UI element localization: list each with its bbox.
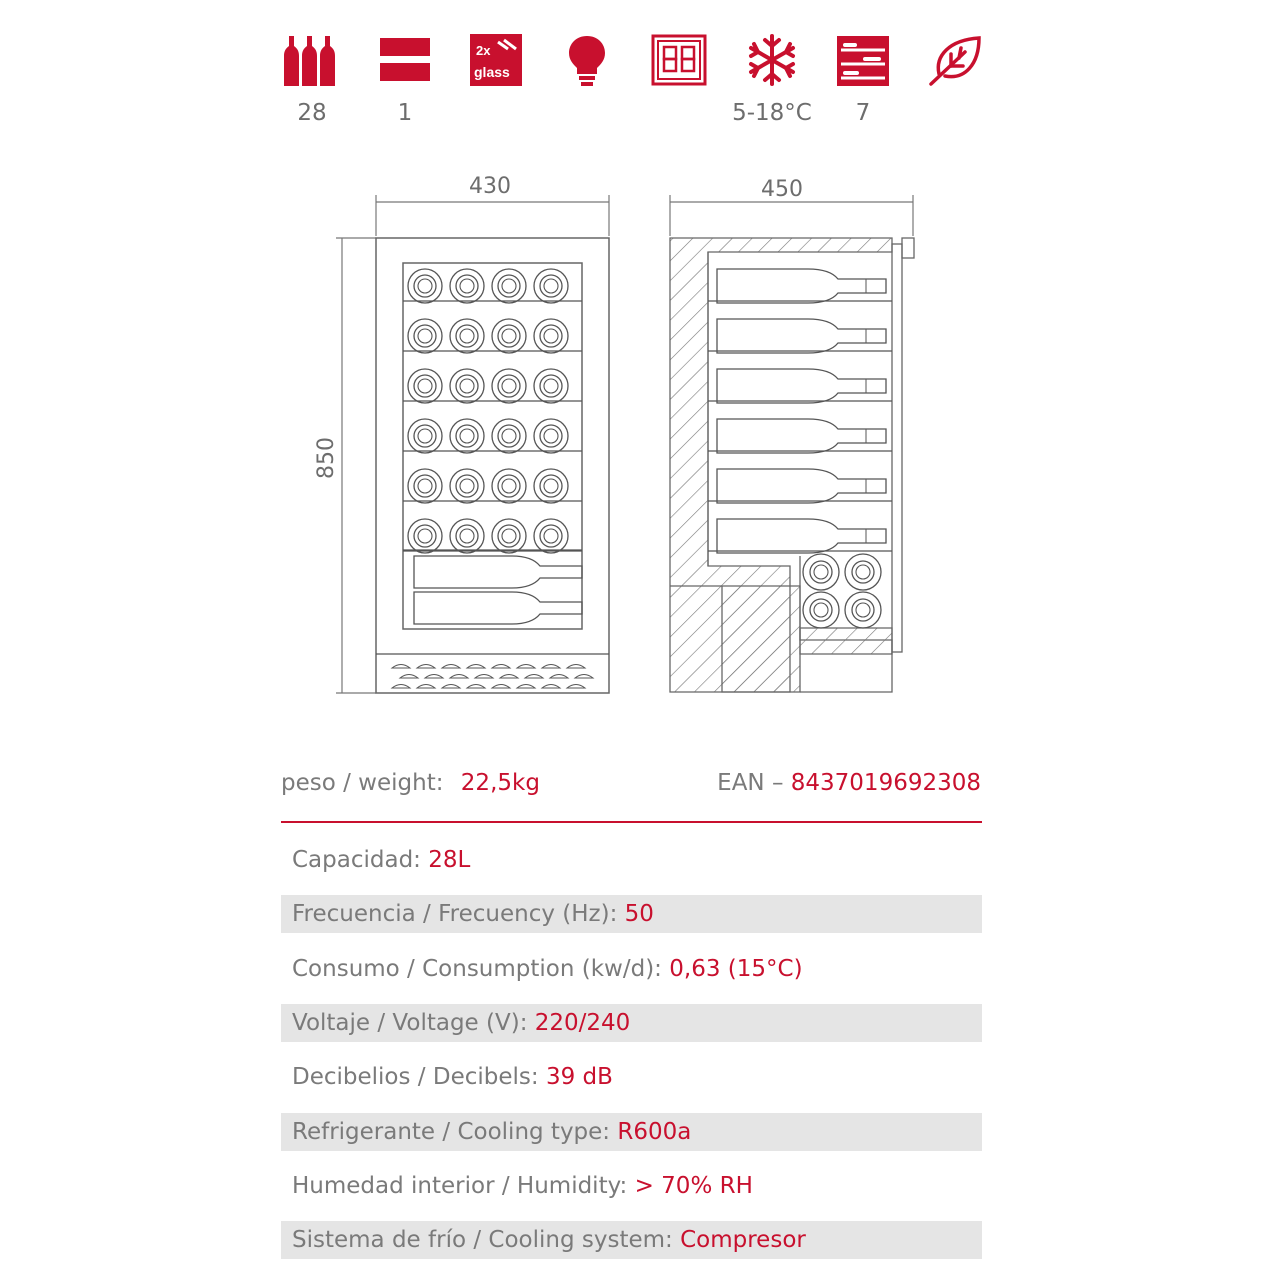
- feature-light: [547, 30, 627, 140]
- front-view: [376, 238, 609, 693]
- feature-temperature: [732, 30, 812, 140]
- bottle-cap: [418, 429, 432, 443]
- zone-count-label: 1: [397, 100, 413, 126]
- technical-drawings: [0, 160, 1283, 720]
- grille-slot: [517, 685, 535, 689]
- shelf-count-label: 7: [855, 100, 871, 126]
- bottle-neck: [456, 375, 478, 397]
- bottle-neck: [498, 425, 520, 447]
- spec-row: [281, 1004, 982, 1042]
- bottle-neck: [540, 325, 562, 347]
- bottle-cap: [502, 329, 516, 343]
- spec-row: [281, 895, 982, 933]
- bottle-cap: [544, 379, 558, 393]
- front-lying-bottles: [403, 550, 582, 624]
- bottle-neck: [540, 375, 562, 397]
- spec-value: > 70% RH: [634, 1172, 753, 1199]
- front-width-dimension: [376, 174, 609, 236]
- ean-label: EAN –: [717, 770, 784, 796]
- svg-text:glass: glass: [474, 64, 510, 80]
- spec-label: Refrigerante / Cooling type:: [292, 1118, 611, 1145]
- bottle-end: [408, 319, 442, 353]
- double-glass-icon: [466, 30, 526, 90]
- spec-value: 50: [624, 901, 654, 928]
- lying-bottle: [717, 319, 886, 353]
- spec-value: 0,63 (15°C): [669, 955, 803, 982]
- feature-bottles: [272, 30, 352, 140]
- bottle-neck: [414, 475, 436, 497]
- bottle-neck: [852, 561, 874, 583]
- bottle-cap: [502, 529, 516, 543]
- bottle-neck: [498, 275, 520, 297]
- bottle-end: [492, 319, 526, 353]
- bottle-end: [492, 269, 526, 303]
- bottle-neck: [456, 425, 478, 447]
- bottle-end: [534, 269, 568, 303]
- bottle-neck: [414, 325, 436, 347]
- lying-bottle: [717, 519, 886, 553]
- front-bottle-grid: [403, 269, 582, 553]
- lying-bottle: [414, 556, 582, 588]
- grille-slot: [567, 685, 585, 689]
- bottle-cap: [418, 479, 432, 493]
- lying-bottle: [414, 592, 582, 624]
- lying-bottle: [717, 269, 886, 303]
- feature-eco: [915, 30, 995, 140]
- bottle-end: [492, 469, 526, 503]
- bottle-end: [492, 419, 526, 453]
- bottle-end: [450, 369, 484, 403]
- bottle-end: [534, 369, 568, 403]
- side-view: [670, 238, 914, 692]
- bottle-end: [408, 469, 442, 503]
- ean: [717, 770, 981, 796]
- weight: [281, 770, 540, 796]
- grille-slot: [492, 665, 510, 669]
- bottle-cap: [544, 479, 558, 493]
- bottle-cap: [814, 565, 828, 579]
- spec-row: [281, 950, 982, 988]
- shelves-icon: [833, 30, 893, 90]
- spec-value: R600a: [617, 1118, 692, 1145]
- grille-slot: [442, 685, 460, 689]
- bottle-neck: [810, 561, 832, 583]
- bottle-cap: [544, 329, 558, 343]
- bottle-end: [534, 469, 568, 503]
- spec-row: [281, 1167, 982, 1205]
- bottle-end: [408, 519, 442, 553]
- weight-value: 22,5kg: [460, 770, 540, 796]
- bottle-capacity-label: 28: [297, 100, 327, 126]
- grille-slot: [450, 675, 468, 679]
- grille-slot: [467, 665, 485, 669]
- bottle-neck: [498, 325, 520, 347]
- weight-label: peso / weight:: [281, 770, 444, 796]
- bottle-neck: [456, 325, 478, 347]
- lying-bottle: [717, 369, 886, 403]
- vent-grille: [376, 654, 609, 688]
- bottle-neck: [414, 375, 436, 397]
- side-depth-dimension: [670, 177, 913, 236]
- bottle-end: [845, 554, 881, 590]
- bottle-end: [408, 269, 442, 303]
- bottle-end: [408, 419, 442, 453]
- bottle-cap: [460, 279, 474, 293]
- bottle-cap: [418, 329, 432, 343]
- grille-slot: [417, 685, 435, 689]
- feature-shelves: [823, 30, 903, 140]
- grille-slot: [575, 675, 593, 679]
- grille-slot: [425, 675, 443, 679]
- spec-label: Consumo / Consumption (kw/d):: [292, 955, 662, 982]
- bottle-end: [450, 469, 484, 503]
- grille-slot: [542, 685, 560, 689]
- lying-bottle: [717, 419, 886, 453]
- bottle-neck: [456, 525, 478, 547]
- bottle-cap: [544, 279, 558, 293]
- bottle-end: [534, 419, 568, 453]
- spec-row: [281, 1113, 982, 1151]
- bottle-end: [803, 554, 839, 590]
- svg-text:2x: 2x: [476, 43, 491, 58]
- spec-row: [281, 841, 982, 879]
- grille-slot: [392, 665, 410, 669]
- spec-label: Voltaje / Voltage (V):: [292, 1009, 528, 1036]
- bottle-cap: [544, 429, 558, 443]
- bottle-neck: [540, 275, 562, 297]
- bottle-end: [450, 519, 484, 553]
- height-dimension: [314, 238, 376, 693]
- feature-icons-row: [270, 30, 1000, 140]
- grille-slot: [475, 675, 493, 679]
- grille-slot: [442, 665, 460, 669]
- spec-value: 28L: [428, 847, 471, 873]
- spec-label: Capacidad:: [292, 847, 421, 873]
- feature-zones: [365, 30, 445, 140]
- light-bulb-icon: [557, 30, 617, 90]
- bottle-cap: [460, 479, 474, 493]
- spec-row: [281, 1221, 982, 1259]
- grille-slot: [525, 675, 543, 679]
- bottle-neck: [498, 525, 520, 547]
- bottle-end: [492, 519, 526, 553]
- temperature-range-label: 5-18°C: [732, 100, 812, 126]
- spec-row: [281, 1058, 982, 1096]
- weight-ean-line: [281, 770, 981, 806]
- bottle-cap: [418, 379, 432, 393]
- spec-value: 220/240: [534, 1009, 631, 1036]
- bottle-end: [450, 269, 484, 303]
- bottle-end: [408, 369, 442, 403]
- feature-display: [639, 30, 719, 140]
- grille-slot: [567, 665, 585, 669]
- eco-leaf-icon: [925, 30, 985, 90]
- grille-slot: [417, 665, 435, 669]
- grille-slot: [517, 665, 535, 669]
- bottle-cap: [502, 379, 516, 393]
- grille-slot: [542, 665, 560, 669]
- bottle-end: [845, 592, 881, 628]
- bottle-neck: [414, 275, 436, 297]
- bottle-cap: [856, 565, 870, 579]
- grille-slot: [492, 685, 510, 689]
- bottle-end: [534, 519, 568, 553]
- bottle-cap: [460, 529, 474, 543]
- bottle-cap: [856, 603, 870, 617]
- bottle-cap: [814, 603, 828, 617]
- ean-value: 8437019692308: [790, 770, 981, 796]
- grille-slot: [500, 675, 518, 679]
- grille-slot: [392, 685, 410, 689]
- bottle-neck: [810, 599, 832, 621]
- spec-value: 39 dB: [545, 1064, 613, 1091]
- bottle-cap: [460, 429, 474, 443]
- spec-label: Humedad interior / Humidity:: [292, 1172, 628, 1199]
- bottle-cap: [502, 279, 516, 293]
- bottle-end: [450, 319, 484, 353]
- bottle-cap: [502, 479, 516, 493]
- accent-divider: [281, 821, 982, 823]
- bottles-icon: [282, 30, 342, 90]
- bottle-cap: [460, 379, 474, 393]
- spec-label: Frecuencia / Frecuency (Hz):: [292, 901, 618, 928]
- side-lower-bottles: [803, 554, 881, 628]
- bottle-cap: [418, 279, 432, 293]
- feature-glass: [456, 30, 536, 140]
- spec-label: Decibelios / Decibels:: [292, 1064, 539, 1091]
- shelf-zone-icon: [375, 30, 435, 90]
- spec-value: Compresor: [680, 1227, 806, 1254]
- digital-display-icon: [649, 30, 709, 90]
- bottle-cap: [460, 329, 474, 343]
- side-depth-label: 450: [761, 177, 803, 202]
- front-width-label: 430: [469, 174, 511, 199]
- bottle-neck: [540, 425, 562, 447]
- bottle-cap: [544, 529, 558, 543]
- bottle-cap: [418, 529, 432, 543]
- bottle-end: [534, 319, 568, 353]
- bottle-neck: [498, 375, 520, 397]
- bottle-neck: [540, 475, 562, 497]
- bottle-neck: [456, 475, 478, 497]
- bottle-neck: [414, 425, 436, 447]
- bottle-neck: [498, 475, 520, 497]
- spec-label: Sistema de frío / Cooling system:: [292, 1227, 673, 1254]
- lying-bottle: [717, 469, 886, 503]
- snowflake-icon: [742, 30, 802, 90]
- grille-slot: [467, 685, 485, 689]
- grille-slot: [550, 675, 568, 679]
- side-bottle-rows: [708, 269, 892, 553]
- bottle-cap: [502, 429, 516, 443]
- grille-slot: [400, 675, 418, 679]
- bottle-end: [803, 592, 839, 628]
- bottle-neck: [540, 525, 562, 547]
- bottle-end: [492, 369, 526, 403]
- bottle-neck: [414, 525, 436, 547]
- height-label: 850: [314, 437, 339, 479]
- bottle-neck: [852, 599, 874, 621]
- bottle-end: [450, 419, 484, 453]
- bottle-neck: [456, 275, 478, 297]
